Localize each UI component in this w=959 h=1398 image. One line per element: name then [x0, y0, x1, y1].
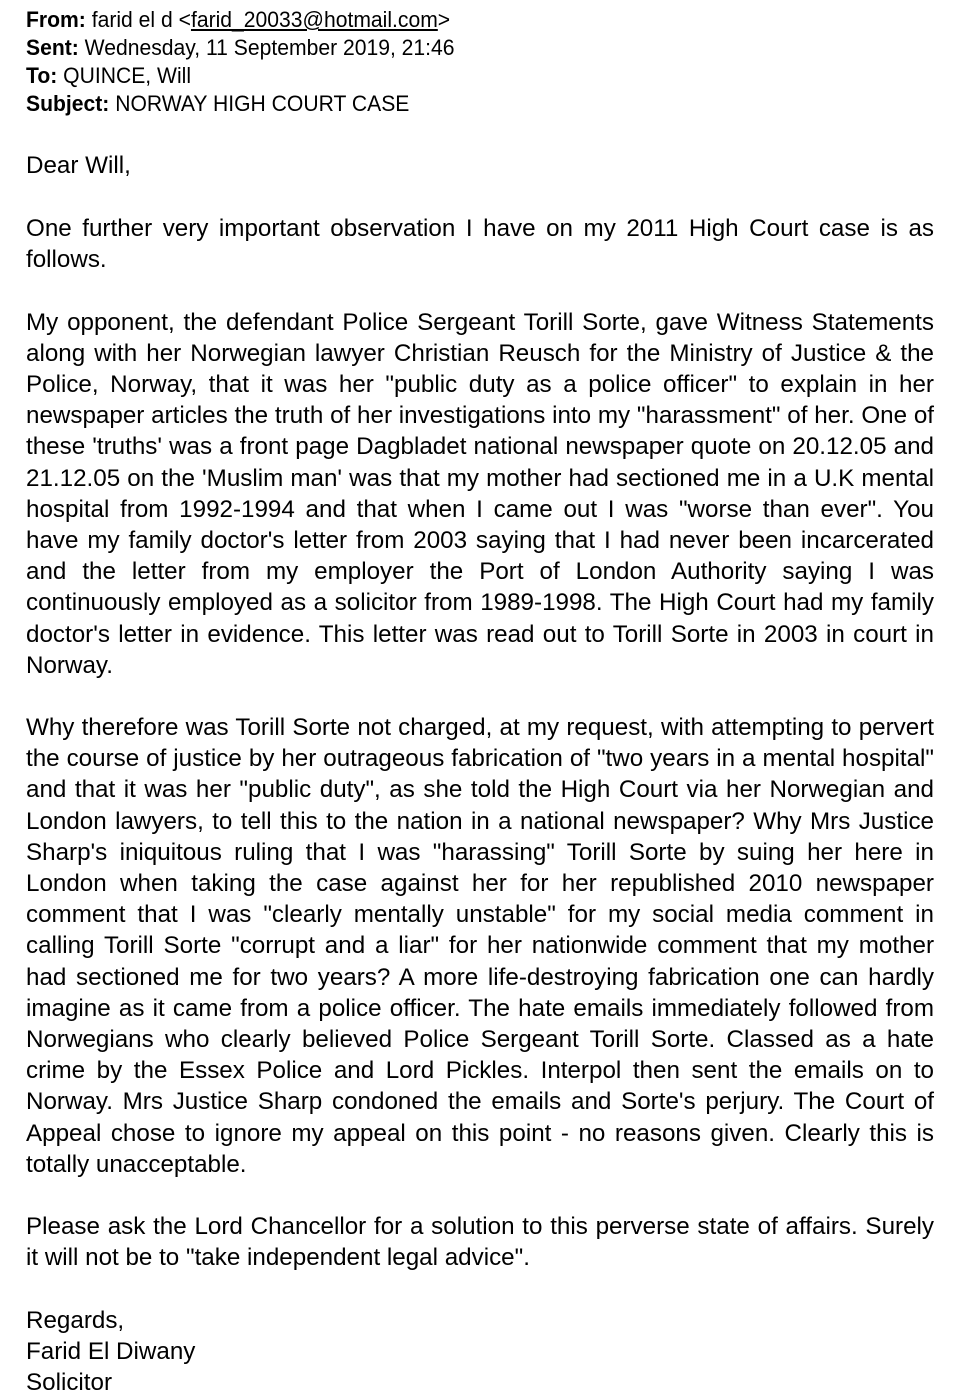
- from-name: farid el d: [92, 7, 173, 32]
- subject-row: [26, 90, 898, 118]
- closing: Regards,: [26, 1305, 934, 1336]
- subject-label: Subject:: [26, 91, 109, 116]
- body-paragraph: My opponent, the defendant Police Sergeant Torill Sorte, gave Witness Statements along with her Norwegian lawyer Christian Reusch for the Ministry of Justice & the Police, Norway, that it was her "public duty as a police officer" to explain in her newspaper articles the truth of her investigations into my "harassment" of her. One of these 'truths' was a front page Dagbladet national newspaper quote on 20.12.05 and 21.12.05 on the 'Muslim man' was that my mother had sectioned me in a U.K mental hospital from 1992-1994 and that when I came out I was "worse than ever". You have my family doctor's letter from 2003 saying that I had never been incarcerated and the letter from my employer the Port of London Authority saying I was continuously employed as a solicitor from 1989-1998. The High Court had my family doctor's letter in evidence. This letter was read out to Torill Sorte in 2003 in court in Norway.: [26, 307, 934, 681]
- signature-block: [26, 1305, 934, 1398]
- from-open-bracket: <: [179, 7, 191, 32]
- to-value: QUINCE, Will: [63, 63, 191, 88]
- body-paragraph: Why therefore was Torill Sorte not charged, at my request, with attempting to pervert the course of justice by her outrageous fabrication of "two years in a mental hospital" and that it was her "public duty", as she told the High Court via her Norwegian and London lawyers, to tell this to the nation in a national newspaper? Why Mrs Justice Sharp's iniquitous ruling that I was "harassing" Torill Sorte by suing her here in London when taking the case against her for her republished 2010 newspaper comment that I was "clearly mentally unstable" for my social media comment in calling Torill Sorte "corrupt and a liar" for her nationwide comment that my mother had sectioned me for two years? A more life-destroying fabrication one can hardly imagine as it came from a police officer. The hate emails immediately followed from Norwegians who clearly believed Police Sergeant Torill Sorte. Classed as a hate crime by the Essex Police and Lord Pickles. Interpol then sent the emails on to Norway. Mrs Justice Sharp condoned the emails and Sorte's perjury. The Court of Appeal chose to ignore my appeal on this point - no reasons given. Clearly this is totally unacceptable.: [26, 712, 934, 1180]
- from-email-link[interactable]: farid_20033@hotmail.com: [191, 7, 438, 32]
- body-paragraph: One further very important observation I have on my 2011 High Court case is as follows.: [26, 213, 934, 275]
- email-document: [26, 6, 934, 1398]
- subject-value: NORWAY HIGH COURT CASE: [115, 91, 409, 116]
- signer-name: Farid El Diwany: [26, 1336, 934, 1367]
- body-paragraph: Please ask the Lord Chancellor for a solution to this perverse state of affairs. Surely it will not be to "take independent legal advice".: [26, 1211, 934, 1273]
- signer-title: Solicitor: [26, 1367, 934, 1398]
- sent-label: Sent:: [26, 35, 79, 60]
- to-label: To:: [26, 63, 57, 88]
- sent-row: [26, 34, 898, 62]
- to-row: [26, 62, 898, 90]
- from-close-bracket: >: [438, 7, 450, 32]
- salutation: Dear Will,: [26, 150, 934, 181]
- email-header: [26, 6, 898, 118]
- from-row: [26, 6, 898, 34]
- from-label: From:: [26, 7, 86, 32]
- email-body: [26, 150, 934, 1274]
- sent-value: Wednesday, 11 September 2019, 21:46: [85, 35, 455, 60]
